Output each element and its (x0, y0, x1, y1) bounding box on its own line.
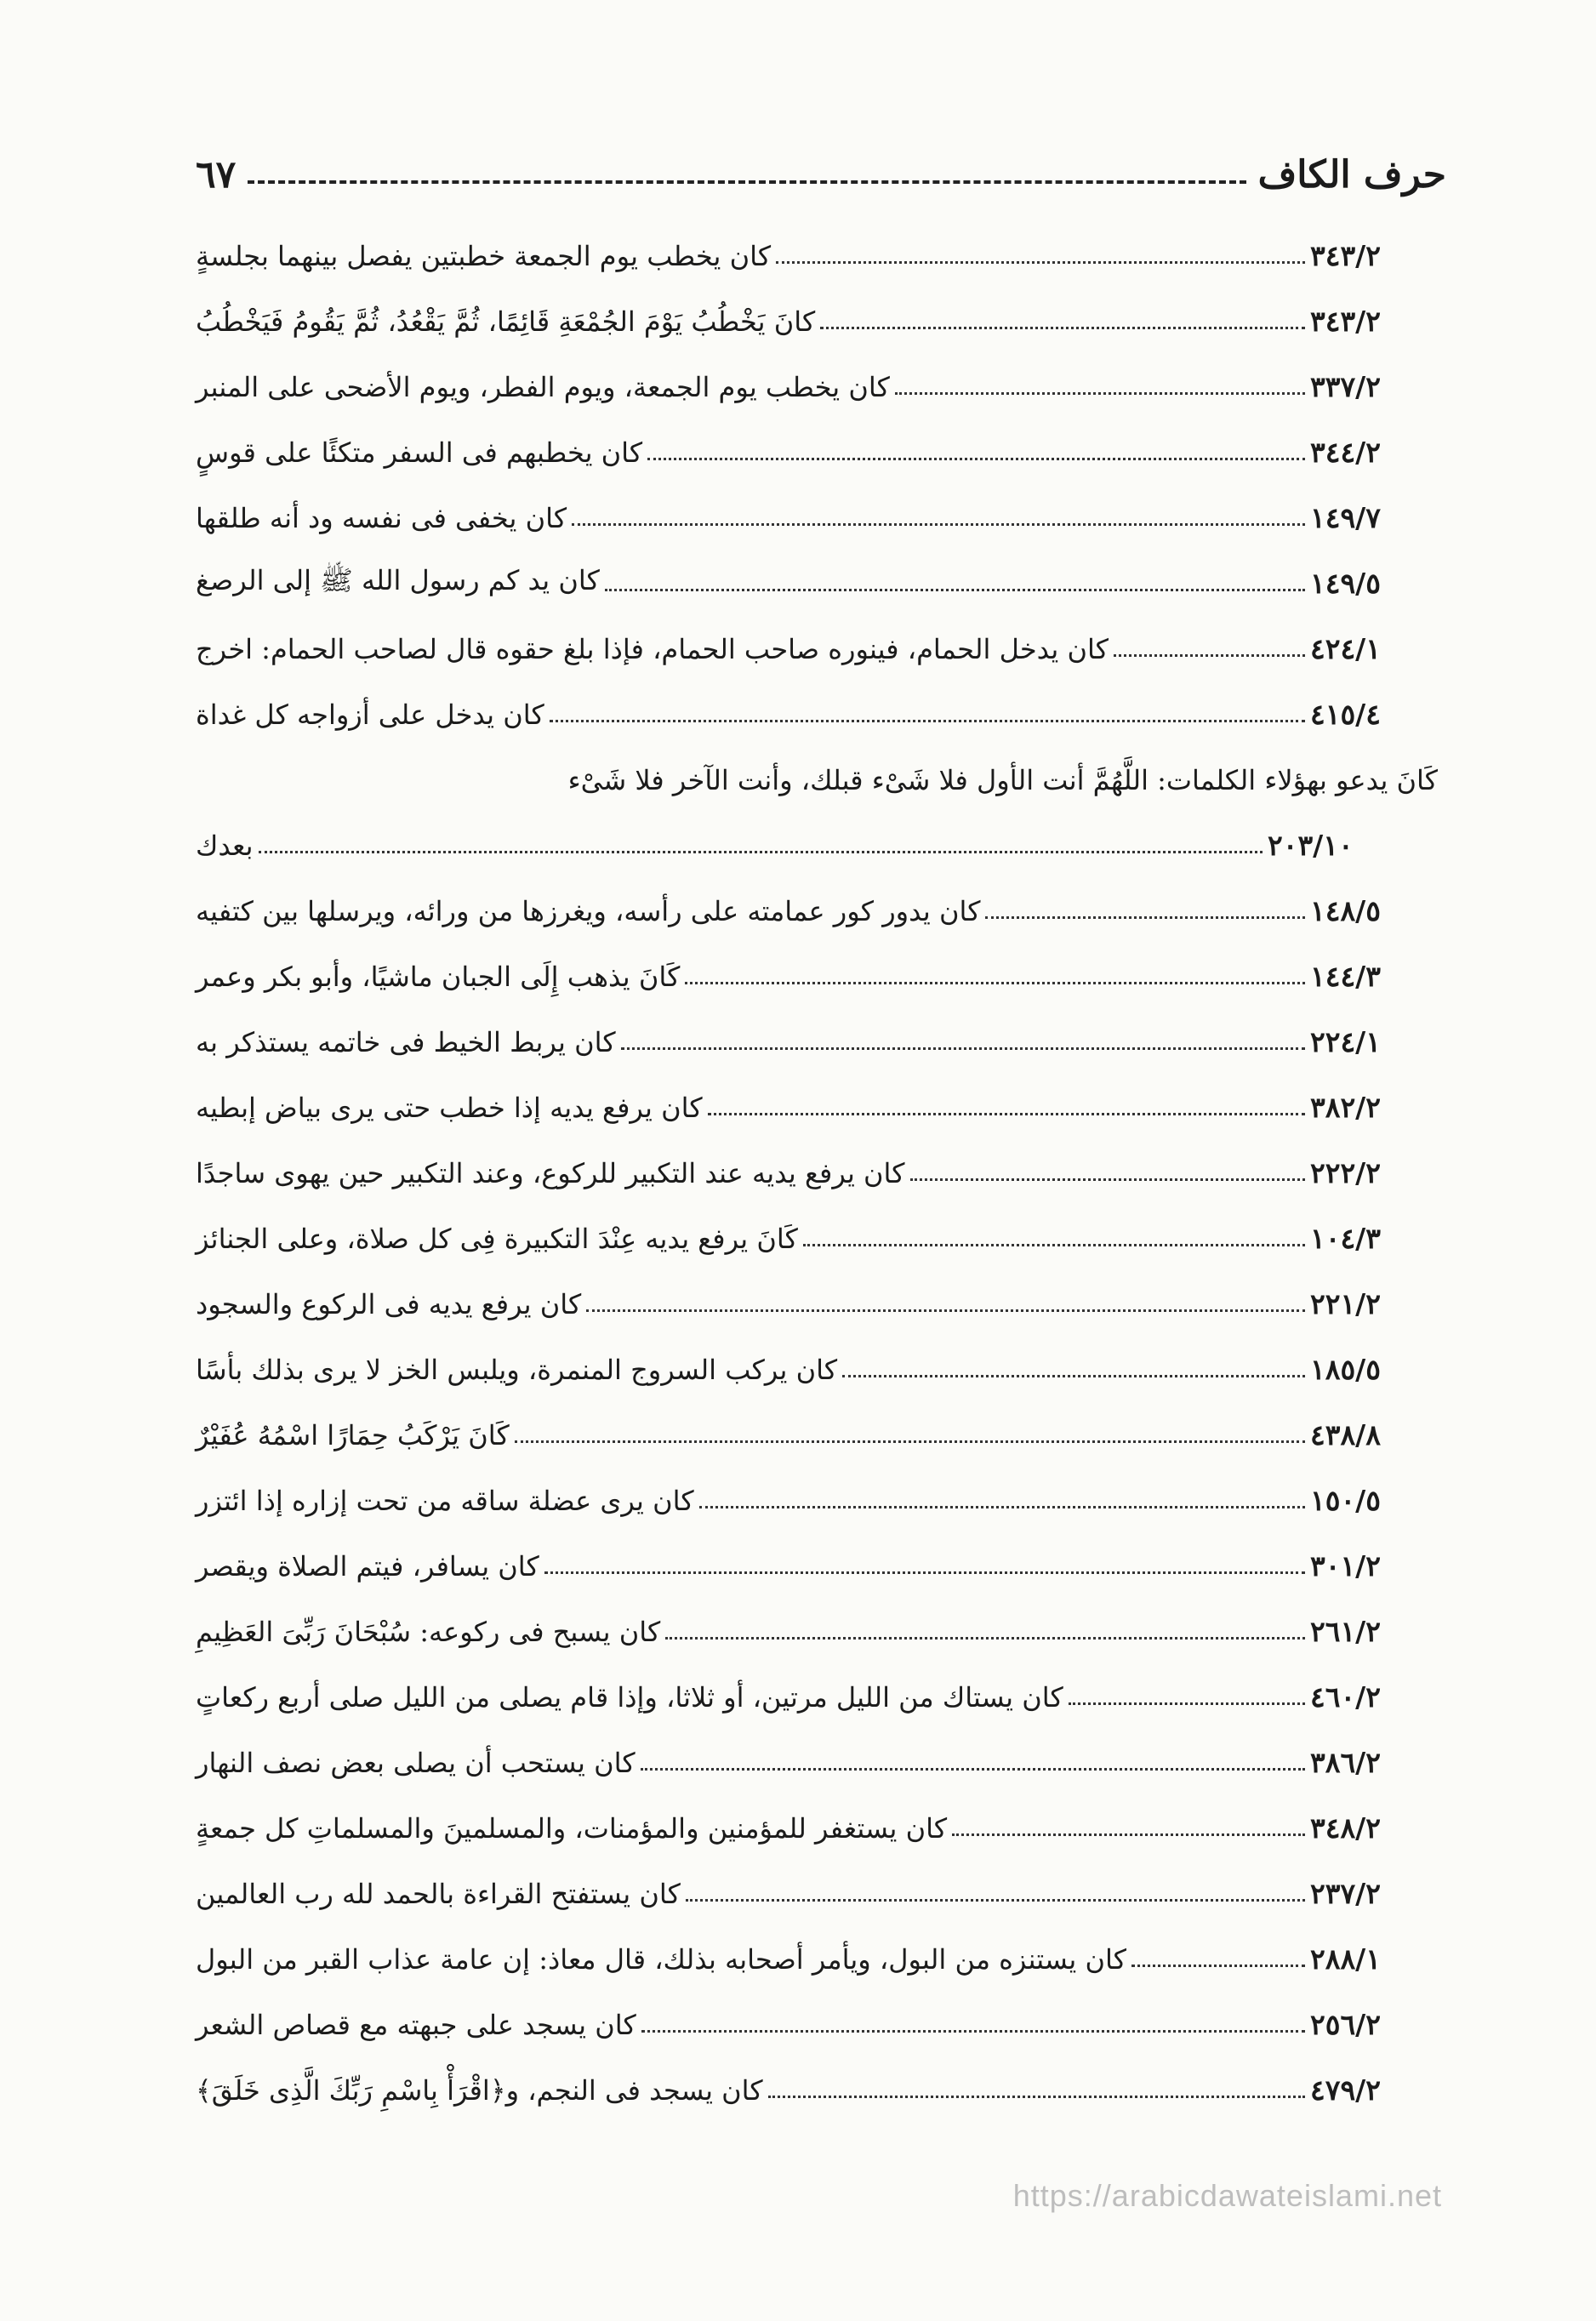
entry-text: كان يستفتح القراءة بالحمد لله رب العالمين (196, 1877, 681, 1910)
entry-reference: ١٠٤/٣ (1310, 1222, 1381, 1255)
dot-leader (686, 1899, 1305, 1902)
index-entry (196, 288, 1438, 354)
entry-text: كان يستاك من الليل مرتين، أو ثلاثا، وإذا قام يصلى من الليل صلى أربع ركعاتٍ (196, 1680, 1063, 1714)
entry-reference: ٤٢٤/١ (1310, 632, 1381, 665)
index-entry (196, 1533, 1438, 1599)
entry-text: كانَ يَخْطُبُ يَوْمَ الجُمْعَةِ قَائِمًا، ثُمَّ يَقْعُدُ، ثُمَّ يَقُومُ فَيَخْطُبُ (196, 305, 816, 338)
index-entry (196, 1140, 1438, 1206)
dot-leader (605, 589, 1305, 591)
entry-reference: ٢٢٤/١ (1310, 1025, 1381, 1058)
entry-text: كان يخطب يوم الجمعة، ويوم الفطر، ويوم الأضحى على المنبر (196, 370, 890, 403)
index-entry (196, 944, 1438, 1009)
dot-leader (1069, 1702, 1305, 1705)
entry-reference: ٤٣٨/٨ (1310, 1418, 1381, 1451)
dot-leader (1131, 1965, 1305, 1967)
entry-reference: ٣٤٣/٢ (1310, 305, 1381, 338)
entry-reference: ١٤٩/٥ (1310, 567, 1381, 600)
dot-leader (803, 1244, 1305, 1246)
dot-leader (641, 1768, 1305, 1771)
index-entry (196, 1795, 1438, 1861)
entry-reference: ٢٣٧/٢ (1310, 1877, 1381, 1910)
entry-text: كان يرى عضلة ساقه من تحت إزاره إذا ائتزر (196, 1484, 694, 1517)
entry-reference: ١٤٨/٥ (1310, 894, 1381, 927)
entry-text: كان يستنزه من البول، ويأمر أصحابه بذلك، قال معاذ: إن عامة عذاب القبر من البول (196, 1942, 1126, 1976)
dot-leader (515, 1440, 1305, 1443)
index-entry-wrapped (196, 747, 1438, 878)
dot-leader (699, 1506, 1305, 1508)
entry-text: كان يرفع يديه عند التكبير للركوع، وعند التكبير حين يهوى ساجدًا (196, 1156, 905, 1189)
index-entry (196, 1009, 1438, 1075)
index-entry (196, 354, 1438, 419)
index-entry (196, 223, 1438, 288)
index-entry (196, 1861, 1438, 1926)
entry-text: كان يد كم رسول الله ﷺ إلى الرصغ (196, 563, 600, 596)
dot-leader (768, 2096, 1305, 2098)
entry-reference: ١٨٥/٥ (1310, 1353, 1381, 1386)
index-entry (196, 681, 1438, 747)
index-entry (196, 1271, 1438, 1337)
entry-text: كان يخفى فى نفسه ود أنه طلقها (196, 501, 567, 534)
dot-leader (572, 523, 1305, 526)
index-entry (196, 1664, 1438, 1730)
index-entries (196, 223, 1438, 2123)
entry-text: كان يدخل على أزواجه كل غداة (196, 698, 544, 731)
dot-leader (952, 1833, 1305, 1836)
dot-leader (985, 916, 1305, 919)
entry-text: كان يسجد على جبهته مع قصاص الشعر (196, 2008, 636, 2041)
index-entry (196, 1206, 1438, 1271)
dot-leader (641, 2030, 1305, 2033)
entry-reference: ٢٦١/٢ (1310, 1615, 1381, 1648)
index-entry (196, 485, 1438, 550)
entry-text: كان يستحب أن يصلى بعض نصف النهار (196, 1746, 636, 1779)
entry-reference: ٣٨٢/٢ (1310, 1091, 1381, 1124)
page-number: ٦٧ (196, 153, 237, 197)
entry-text: كان يسافر، فيتم الصلاة ويقصر (196, 1549, 539, 1582)
dot-leader (544, 1571, 1305, 1574)
index-entry (196, 1075, 1438, 1140)
entry-reference: ١٤٤/٣ (1310, 960, 1381, 993)
entry-text: كَانَ يدعو بهؤلاء الكلمات: اللَّهُمَّ أنت الأول فلا شَىْء قبلك، وأنت الآخر فلا شَىْء (567, 763, 1438, 796)
header-dashed-rule (248, 180, 1245, 184)
entry-reference: ٣٨٦/٢ (1310, 1746, 1381, 1779)
dot-leader (776, 261, 1305, 264)
index-entry (196, 1730, 1438, 1795)
index-entry (196, 1599, 1438, 1664)
index-entry (196, 1402, 1438, 1468)
entry-text: كان يرفع يديه إذا خطب حتى يرى بياض إبطيه (196, 1091, 703, 1124)
dot-leader (1114, 654, 1305, 657)
index-entry (196, 878, 1438, 944)
entry-reference: ٢٢٢/٢ (1310, 1156, 1381, 1189)
entry-text: كَانَ يَرْكَبُ حِمَارًا اسْمُهُ عُفَيْرٌ (196, 1418, 510, 1451)
dot-leader (259, 851, 1263, 853)
entry-text: كان يخطب يوم الجمعة خطبتين يفصل بينهما بجلسةٍ (196, 239, 772, 272)
entry-text: كان يدور كور عمامته على رأسه، ويغرزها من ورائه، ويرسلها بين كتفيه (196, 894, 981, 927)
entry-text: كان يركب السروج المنمرة، ويلبس الخز لا يرى بذلك بأسًا (196, 1353, 838, 1386)
entry-text: كان يربط الخيط فى خاتمه يستذكر به (196, 1025, 616, 1058)
chapter-title: حرف الكاف (1257, 153, 1446, 197)
index-entry (196, 1468, 1438, 1533)
entry-reference: ١٤٩/٧ (1310, 501, 1381, 534)
entry-reference: ٢٥٦/٢ (1310, 2008, 1381, 2041)
dot-leader (895, 392, 1305, 395)
entry-text: كان يسبح فى ركوعه: سُبْحَانَ رَبِّىَ العَظِيمِ (196, 1615, 661, 1648)
entry-reference: ٣٠١/٢ (1310, 1549, 1381, 1582)
entry-text: كَانَ يذهب إِلَى الجبان ماشيًا، وأبو بكر وعمر (196, 960, 681, 993)
watermark-url: https://arabicdawateislami.net (1012, 2178, 1442, 2213)
dot-leader (586, 1309, 1305, 1312)
entry-text: كَانَ يرفع يديه عِنْدَ التكبيرة فِى كل صلاة، وعلى الجنائز (196, 1222, 798, 1255)
index-entry (196, 616, 1438, 681)
dot-leader (685, 982, 1305, 984)
dot-leader (910, 1178, 1305, 1181)
entry-text-continuation: بعدك (196, 829, 254, 862)
entry-reference: ٤٧٩/٢ (1310, 2073, 1381, 2107)
entry-reference: ١٥٠/٥ (1310, 1484, 1381, 1517)
index-entry (196, 2057, 1438, 2123)
dot-leader (708, 1113, 1305, 1115)
entry-reference: ٣٤٤/٢ (1310, 436, 1381, 469)
wrapped-first-line (196, 747, 1438, 813)
entry-reference: ٣٤٨/٢ (1310, 1811, 1381, 1845)
index-entry (196, 1926, 1438, 1992)
dot-leader (550, 720, 1305, 722)
entry-text: كان يدخل الحمام، فينوره صاحب الحمام، فإذا بلغ حقوه قال لصاحب الحمام: اخرج (196, 632, 1109, 665)
page-header (196, 126, 1446, 197)
index-entry (196, 1337, 1438, 1402)
entry-reference: ٣٣٧/٢ (1310, 370, 1381, 403)
entry-reference: ٢٨٨/١ (1310, 1942, 1381, 1976)
entry-text: كان يستغفر للمؤمنين والمؤمنات، والمسلمينَ والمسلماتِ كل جمعةٍ (196, 1811, 948, 1845)
dot-leader (621, 1047, 1305, 1050)
dot-leader (820, 327, 1305, 329)
dot-leader (647, 458, 1305, 460)
index-entry (196, 1992, 1438, 2057)
entry-text: كان يخطبهم فى السفر متكئًا على قوسٍ (196, 436, 643, 469)
dot-leader (842, 1375, 1305, 1377)
entry-reference: ٢٢١/٢ (1310, 1287, 1381, 1320)
entry-text: كان يرفع يديه فى الركوع والسجود (196, 1287, 582, 1320)
wrapped-second-line (196, 813, 1395, 878)
entry-reference: ٢٠٣/١٠ (1268, 829, 1354, 862)
dot-leader (665, 1637, 1305, 1640)
entry-reference: ٤١٥/٤ (1310, 698, 1381, 731)
index-entry (196, 419, 1438, 485)
entry-text: كان يسجد فى النجم، و﴿اقْرَأْ بِاسْمِ رَبِّكَ الَّذِى خَلَقَ﴾ (196, 2073, 763, 2107)
index-entry (196, 550, 1438, 616)
entry-reference: ٣٤٣/٢ (1310, 239, 1381, 272)
entry-reference: ٤٦٠/٢ (1310, 1680, 1381, 1714)
